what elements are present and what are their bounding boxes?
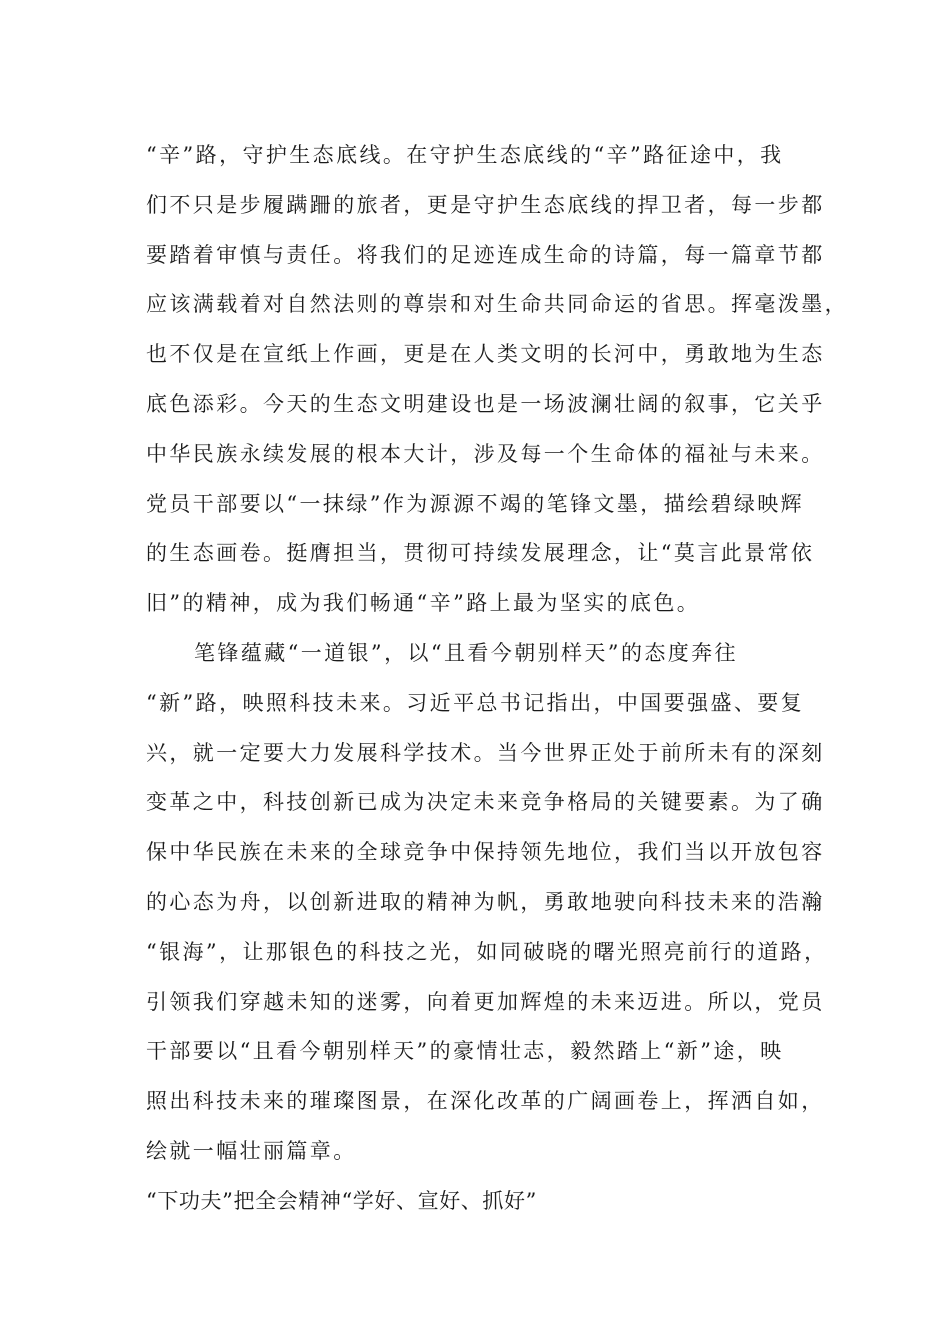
document-body [146,131,848,1227]
text-line: 照出科技未来的璀璨图景，在深化改革的广阔画卷上，挥洒自如， [146,1089,825,1114]
text-line: 底色添彩。今天的生态文明建设也是一场波澜壮阔的叙事，它关乎 [146,391,825,416]
text-line: 保中华民族在未来的全球竞争中保持领先地位，我们当以开放包容 [146,840,825,865]
paragraph-silver [146,629,836,1177]
text-line: 们不只是步履蹒跚的旅者，更是守护生态底线的捍卫者，每一步都 [146,192,825,217]
text-line: “新”路，映照科技未来。习近平总书记指出，中国要强盛、要复 [146,690,805,715]
text-line: 要踏着审慎与责任。将我们的足迹连成生命的诗篇，每一篇章节都 [146,242,825,267]
text-line: 干部要以“且看今朝别样天”的豪情壮志，毅然踏上“新”途，映 [146,1039,784,1064]
text-line: 旧”的精神，成为我们畅通“辛”路上最为坚实的底色。 [146,591,701,616]
text-line: 的心态为舟，以创新进取的精神为帆，勇敢地驶向科技未来的浩瀚 [146,889,825,914]
text-line: “辛”路，守护生态底线。在守护生态底线的“辛”路征途中，我 [146,143,784,167]
text-line-first: 笔锋蕴藏“一道银”，以“且看今朝别样天”的态度奔往 [194,640,738,665]
text-line: 的生态画卷。挺膺担当，贯彻可持续发展理念，让“莫言此景常依 [146,541,815,566]
text-line: 引领我们穿越未知的迷雾，向着更加辉煌的未来迈进。所以，党员 [146,989,825,1014]
text-line: 也不仅是在宣纸上作画，更是在人类文明的长河中，勇敢地为生态 [146,342,825,367]
text-line: 绘就一幅壮丽篇章。 [146,1138,357,1163]
text-line: 党员干部要以“一抹绿”作为源源不竭的笔锋文墨，描绘碧绿映辉 [146,491,805,516]
text-line: “银海”，让那银色的科技之光，如同破晓的曙光照亮前行的道路， [146,939,828,964]
section-heading: “下功夫”把全会精神“学好、宣好、抓好” [146,1188,537,1213]
paragraph-green [146,131,848,629]
text-line: 应该满载着对自然法则的尊崇和对生命共同命运的省思。挥毫泼墨， [146,292,848,317]
text-line: 中华民族永续发展的根本大计，涉及每一个生命体的福祉与未来。 [146,441,825,466]
text-line: 变革之中，科技创新已成为决定未来竞争格局的关键要素。为了确 [146,790,825,815]
text-line: 兴，就一定要大力发展科学技术。当今世界正处于前所未有的深刻 [146,740,825,765]
